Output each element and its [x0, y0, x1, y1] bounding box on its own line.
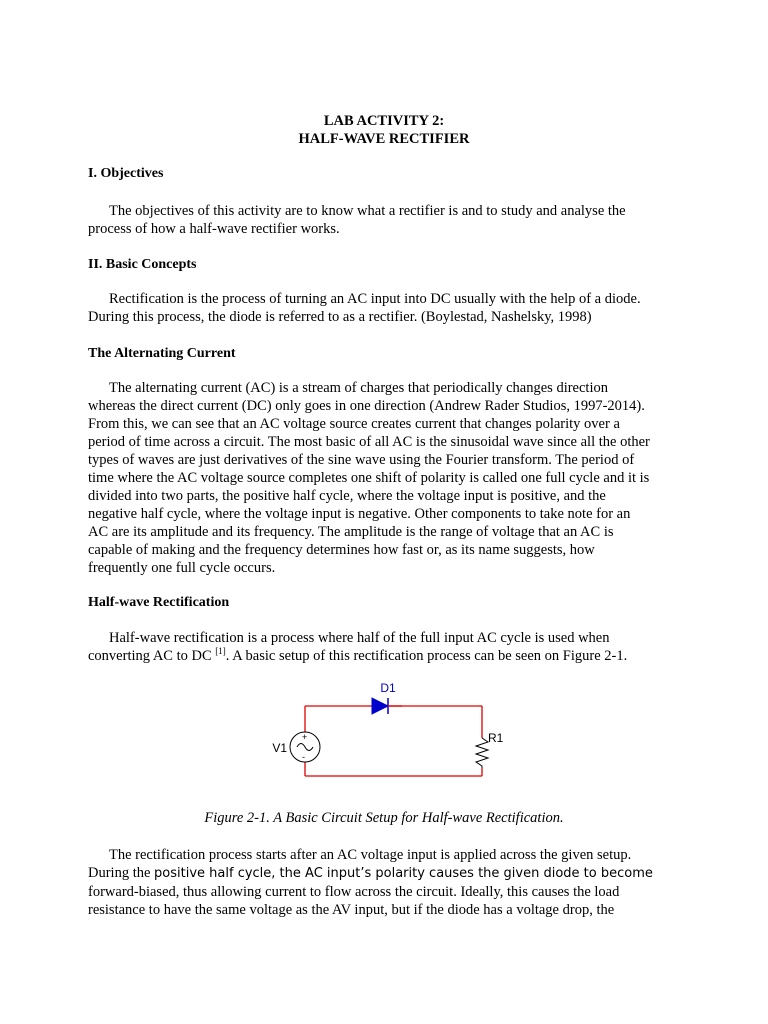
resistor-label: R1 [488, 731, 504, 745]
text-fragment: During the [88, 865, 155, 881]
text-line: resistance to have the same voltage as the AV input, but if the diode has a voltage drop, the [88, 902, 615, 918]
text-line: The rectification process starts after an AC voltage input is applied across the given setup. [109, 847, 632, 863]
paragraph-half-wave [88, 629, 688, 665]
text-fragment-mono: positive half cycle, the AC input’s polarity causes the given diode to become [154, 866, 653, 881]
doc-title-line2: HALF-WAVE RECTIFIER [298, 131, 470, 147]
paragraph-basic-concepts [88, 290, 688, 326]
section-heading-half-wave: Half-wave Rectification [88, 595, 230, 610]
text-line: The alternating current (AC) is a stream of charges that periodically changes direction [109, 380, 608, 396]
source-label: V1 [272, 741, 287, 755]
text-line: divided into two parts, the positive half cycle, where the voltage input is positive, and the [88, 488, 606, 504]
text-line: Rectification is the process of turning an AC input into DC usually with the help of a diode. [109, 291, 641, 307]
text-line: From this, we can see that an AC voltage source creates current that changes polarity over a [88, 416, 620, 432]
source-plus-sign: + [302, 732, 308, 742]
diode-symbol [372, 698, 388, 714]
citation-superscript: [1] [215, 646, 226, 656]
circuit-components [290, 698, 488, 768]
text-fragment: converting AC to DC [88, 648, 216, 664]
text-line: AC are its amplitude and its frequency. The amplitude is the range of voltage that an AC is [88, 524, 614, 540]
text-line: time where the AC voltage source completes one shift of polarity is called one full cycle and it is [88, 470, 650, 486]
text-line: negative half cycle, where the voltage input is negative. Other components to take note for an [88, 506, 631, 522]
diode-label: D1 [380, 681, 396, 695]
circuit-wires [305, 706, 482, 776]
text-line: frequently one full cycle occurs. [88, 560, 276, 576]
figure-caption: Figure 2-1. A Basic Circuit Setup for Half-wave Rectification. [204, 810, 564, 826]
text-line: types of waves are just derivatives of the sine wave using the Fourier transform. The period of [88, 452, 635, 468]
text-line: whereas the direct current (DC) only goes in one direction (Andrew Rader Studios, 1997-2014). [88, 398, 645, 414]
text-line: Half-wave rectification is a process where half of the full input AC cycle is used when [109, 630, 610, 646]
section-heading-objectives: I. Objectives [88, 166, 164, 181]
text-fragment: . A basic setup of this rectification process can be seen on Figure 2-1. [225, 648, 628, 664]
text-line: period of time across a circuit. The most basic of all AC is the sinusoidal wave since all the other [88, 434, 650, 450]
sine-wave-icon [297, 744, 313, 751]
resistor-symbol [476, 738, 488, 768]
paragraph-objectives [88, 202, 688, 238]
text-line [88, 647, 688, 665]
source-minus-sign: - [302, 752, 305, 762]
doc-title-line1: LAB ACTIVITY 2: [323, 113, 445, 129]
text-line: process of how a half-wave rectifier works. [88, 221, 340, 237]
text-line: During this process, the diode is referred to as a rectifier. (Boylestad, Nashelsky, 1998) [88, 309, 592, 325]
section-heading-basic-concepts: II. Basic Concepts [88, 257, 197, 272]
circuit-diagram [260, 680, 510, 780]
section-heading-alternating-current: The Alternating Current [88, 346, 236, 361]
paragraph-process [88, 846, 688, 919]
text-line: forward-biased, thus allowing current to flow across the circuit. Ideally, this causes the load [88, 884, 620, 900]
paragraph-alternating-current [88, 379, 688, 577]
text-line: The objectives of this activity are to know what a rectifier is and to study and analyse the [109, 203, 626, 219]
text-line [88, 864, 688, 883]
text-line: capable of making and the frequency determines how fast or, as its name suggests, how [88, 542, 595, 558]
